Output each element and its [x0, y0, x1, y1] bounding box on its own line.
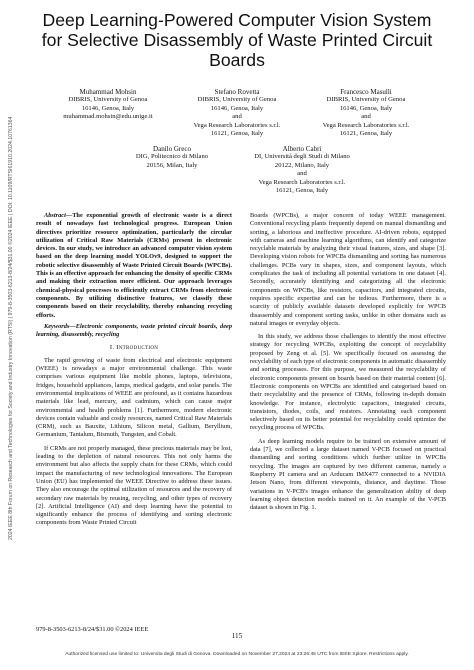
- keywords: Keywords—Electronic components, waste printed circuit boards, deep learning, disassembly, recycling: [36, 322, 232, 339]
- author-affiliation: Vega Research Laboratories s.r.l.: [258, 178, 346, 186]
- author-affiliation: 16146, Genoa, Italy: [81, 104, 135, 112]
- paper-title: [30, 10, 444, 70]
- section-heading-introduction: I. Introduction: [109, 344, 159, 352]
- author-block-cabri: [232, 145, 372, 195]
- abstract: Abstract—The exponential growth of electronic waste is a direct result of nowadays fast technological progress. European Union directives prioritize resource optimization, particularly the circular utilization of Critical Raw Materials (CRMs) present in electronic devices. In our study, we introduce an advanced computer vision system based on the deep learning model YOLOv9, designed to support the robotic selective disassembly of Waste Printed Circuit Boards (WPCBs). This is an effective approach for enhancing the density of specific CRMs and making their extraction more efficient. Our approach leverages chemical-physical processes to efficiently extract CRMs from electronic components. By utilizing distinctive features, we classify these components based on their recyclability, thereby enhancing recycling efforts.: [36, 212, 232, 319]
- title-line: Deep Learning-Powered Computer Vision System: [42, 10, 432, 30]
- paragraph: Boards (WPCBs), a major concern of today WEEE management. Conventional recycling plants frequently depend on manual dismantling and sorting, a laborious and ineffective procedure. AI-driven robots, equipped with cameras and machine learning algorithms, can identify and categorize recyclable materials by analyzing their visual features, sizes, and shape [3]. Developing vision robots for WPCBs dismantling and sorting has numerous challenges. PCBs vary in shapes, sizes, and component layouts, which complicates the task of including all potential variations in one dataset [4]. Secondly, accurately identifying and categorizing all the electronic components on WPCBs, like resistors, capacitors, and integrated circuits, requires specific expertise and can be tedious. Furthermore, there is a scarcity of publicly available datasets developed explicitly for WPCB disassembly and component sorting tasks, unlike in other domains such as natural images or everyday objects.: [250, 212, 446, 327]
- author-block-masulli: [296, 88, 436, 138]
- paragraph: If CRMs are not properly managed, these precious materials may be lost, leading to the depletion of natural resources. This not only harms the environment but also affects the supply chain for these CRMs, which could impact the manufacturing of new technological innovations. The European Union (EU) has implemented the WEEE Directive to address these issues. They also encourage the optimal utilization of resources and the recovery of secondary raw materials by reusing, recycling, and other types of recovery [2]. Artificial Intelligence (AI) and deep learning have the potential to significantly enhance the process of identifying and sorting electronic components from Waste Printed Circuit: [36, 444, 232, 527]
- author-affiliation: and: [361, 113, 371, 121]
- paragraph: As deep learning models require to be trained on extensive amount of data [7], we collected a large dataset named V-PCB focused on practical dismantling and sorting conditions which further utilize in WPCBs recycling. The images are captured by two different cameras, namely a Raspberry PI camera and an Arducam IMX477 connected to a NVIDIA Jetson Nano, from different viewpoints, distance, and daytime. Those variations in V-PCB's images enhance the generalization ability of deep learning object detection models trained on it. An example of the V-PCB dataset is shown in Fig. 1.: [250, 437, 446, 512]
- author-affiliation: DI, Università degli Studi di Milano: [254, 153, 350, 161]
- author-affiliation: and: [297, 170, 307, 178]
- abstract-text: The exponential growth of electronic waste is a direct result of nowadays fast technological progress. European Union directives prioritize resource optimization, particularly the circular utilization of Critical Raw Materials (CRMs) present in electronic devices. In our study, we introduce an advanced computer vision system based on the deep learning model YOLOv9, designed to support the robotic selective disassembly of Waste Printed Circuit Boards (WPCBs). This is an effective approach for enhancing the density of specific CRMs and making their extraction more efficient. Our approach leverages chemical-physical processes to efficiently extract CRMs from electronic components. By utilizing distinctive features, we classify these components based on their recyclability, thereby enhancing recycling efforts.: [36, 212, 232, 319]
- author-affiliation: 16121, Genoa, Italy: [210, 130, 264, 138]
- author-block-mohsin: [38, 88, 178, 122]
- author-affiliation: DIG, Politecnico di Milano: [135, 153, 209, 161]
- footer-isbn: 979-8-3503-6213-8/24/$31.00 ©2024 IEEE: [36, 626, 149, 633]
- keywords-label: Keywords: [44, 322, 70, 330]
- side-doi-note: [8, 116, 18, 540]
- paragraph: The rapid growing of waste from electrical and electronic equipment (WEEE) is nowadays a major environmental challenge. This waste comprises various equipment like mobile phones, laptops, televisions, fridges, household appliances, lamps, medical gadgets, and solar panels. The environmental implications of WEEE are profound, as it contains hazardous materials like lead, mercury, and cadmium, which can cause major environmental and health problems [1]. Furthermore, modern electronic devices contain valuable and costly resources, named Critical Raw Materials (CRM), such as Bauxite, Lithium, Silicon metal, Gallium, Beryllium, Germanium, Tantalum, Bismuth, Tungsten, and Cobalt.: [36, 356, 232, 439]
- left-column: [36, 212, 232, 533]
- author-affiliation: 16121, Genoa, Italy: [339, 130, 393, 138]
- paragraph: In this study, we address those challenges to identify the most effective strategy for recycling WPCBs, exploiting the concept of recyclability proposed by Zeng et al. [5]. We specifically focused on assessing the recyclability of each type of electronic components in automatic disassembly and sorting processes. For this purpose, we measured the recyclability of electronic components present on boards based on their material content [6]. Electronic components on WPCBs are identified and categorised based on their recyclability and the presence of CRMs, following in-depth domain knowledge. For instance, electrolytic capacitors, integrated circuits, transistors, diodes, coils, and resistors. Annotating each component selectively based on its better potential for recyclability could optimize the recycling process of WPCBs.: [250, 333, 446, 432]
- author-affiliation: 16146, Genoa, Italy: [339, 104, 393, 112]
- author-affiliation: and: [232, 113, 242, 121]
- author-affiliation: Vega Research Laboratories s.r.l.: [322, 121, 410, 129]
- author-name: Francesco Masulli: [340, 88, 392, 96]
- author-block-greco: [102, 145, 242, 170]
- author-affiliation: 20122, Milano, Italy: [274, 161, 330, 169]
- author-affiliation: DIBRIS, University of Genoa: [326, 96, 406, 104]
- author-name: Muhammad Mohsin: [79, 88, 137, 96]
- author-affiliation: DIBRIS, University of Genoa: [68, 96, 148, 104]
- keywords-text: Electronic components, waste printed circuit boards, deep learning, disassembly, recycling: [36, 322, 232, 339]
- title-line: for Selective Disassembly of Waste Printed Circuit: [41, 30, 433, 50]
- page-number: 115: [231, 632, 243, 640]
- author-block-rovetta: [167, 88, 307, 138]
- author-email[interactable]: muhammad.mohsin@edu.unige.it: [63, 113, 153, 121]
- author-name: Danilo Greco: [153, 145, 191, 153]
- abstract-label: Abstract: [44, 212, 66, 219]
- author-name: Stefano Rovetta: [214, 88, 260, 96]
- title-line: Boards: [209, 50, 265, 70]
- side-doi-text: 2024 IEEE 8th Forum on Research and Technologies for Society and Industry Innovation (RTSI) | 979-8-3503-6213-8/24/$31.00 ©2024 IEEE | DOI: 10.1109/RTSI61910.2024.10761364: [8, 116, 14, 540]
- author-affiliation: 20156, Milan, Italy: [146, 161, 198, 169]
- author-name: Alberto Cabri: [282, 145, 322, 153]
- right-column: [250, 212, 446, 517]
- authorized-use-notice: Authorized licensed use limited to: Universita degli Studi di Genova. Downloaded on November 27,2024 at 23:26:45 UTC from IEEE Xplore. Restrictions apply.: [65, 652, 409, 657]
- author-affiliation: 16121, Genoa, Italy: [275, 187, 329, 195]
- author-affiliation: 16146, Genoa, Italy: [210, 104, 264, 112]
- author-affiliation: Vega Research Laboratories s.r.l.: [193, 121, 281, 129]
- author-affiliation: DIBRIS, University of Genoa: [197, 96, 277, 104]
